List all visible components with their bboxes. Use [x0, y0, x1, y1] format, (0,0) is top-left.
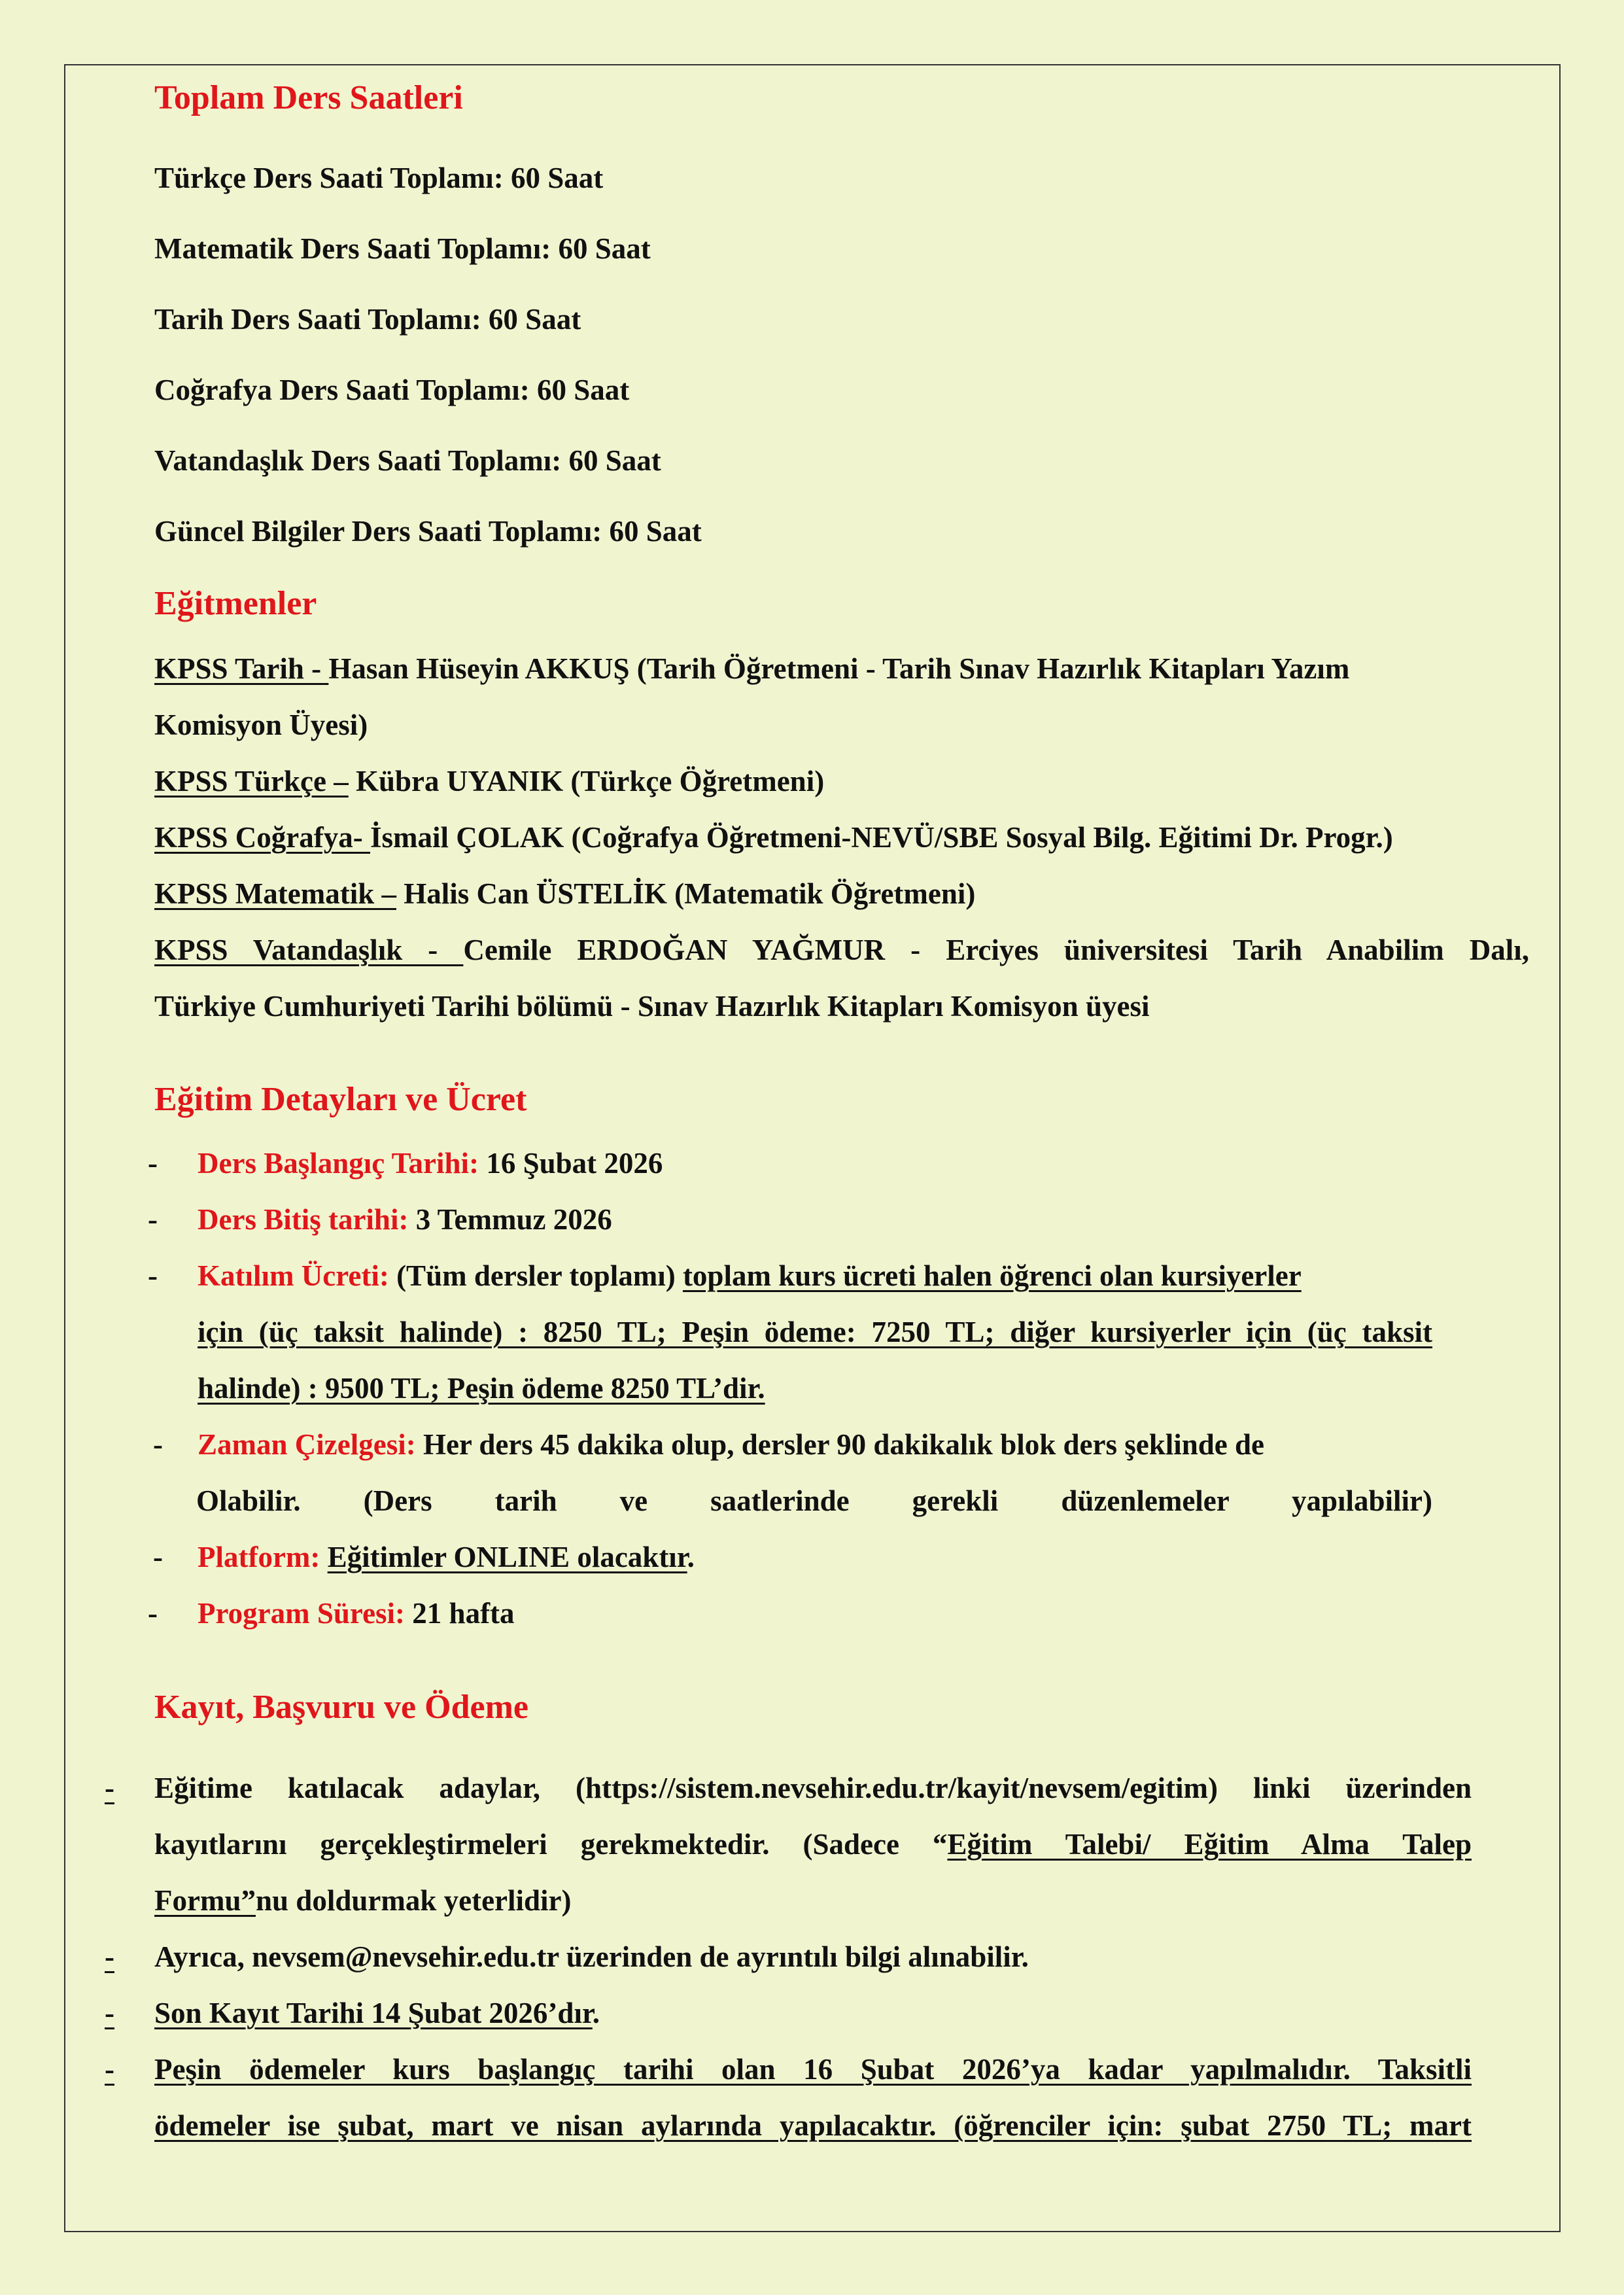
detail-value: Her ders 45 dakika olup, dersler 90 dakikalık blok ders şeklinde de [415, 1428, 1265, 1461]
hours-item-vatandaslik: Vatandaşlık Ders Saati Toplamı: 60 Saat [154, 444, 661, 477]
details-heading: Eğitim Detayları ve Ücret [154, 1081, 527, 1118]
hours-item-guncel: Güncel Bilgiler Ders Saati Toplamı: 60 Saat [154, 515, 702, 548]
detail-label: Program Süresi: [198, 1597, 406, 1630]
hours-heading: Toplam Ders Saatleri [154, 79, 463, 116]
detail-label: Ders Başlangıç Tarihi: [198, 1147, 479, 1180]
bullet-dash: - [148, 1203, 158, 1236]
bullet-dash: - [105, 1772, 114, 1804]
detail-value: (Tüm dersler toplamı) [389, 1259, 683, 1292]
course-name: KPSS Coğrafya- [154, 821, 370, 854]
instructor-tarih-cont: Komisyon Üyesi) [154, 709, 368, 741]
course-name: KPSS Türkçe – [154, 765, 349, 797]
instructors-heading: Eğitmenler [154, 585, 317, 622]
registration-deadline: Son Kayıt Tarihi 14 Şubat 2026’dır. [154, 1997, 600, 2029]
registration-link-text: Eğitime katılacak adaylar, (https://sistem.nevsehir.edu.tr/kayit/nevsem/egitim) linki üzerinden [154, 1772, 1472, 1804]
registration-heading: Kayıt, Başvuru ve Ödeme [154, 1689, 528, 1726]
instructor-info: Cemile ERDOĞAN YAĞMUR - Erciyes üniversitesi Tarih Anabilim Dalı, [463, 934, 1530, 966]
detail-fee [198, 1259, 1302, 1293]
instructor-tarih [154, 652, 1349, 686]
detail-fee-cont-1: için (üç taksit halinde) : 8250 TL; Peşin ödeme: 7250 TL; diğer kursiyerler için (üç taksit [198, 1316, 1432, 1348]
bullet-dash: - [105, 1997, 114, 2029]
bullet-dash: - [153, 1541, 163, 1573]
detail-value: 21 hafta [405, 1597, 515, 1630]
detail-value-underlined: Eğitimler ONLINE olacaktır [327, 1541, 687, 1573]
detail-schedule [198, 1428, 1264, 1462]
detail-label: Platform: [198, 1541, 320, 1573]
registration-email-text: Ayrıca, nevsem@nevsehir.edu.tr üzerinden de ayrıntılı bilgi alınabilir. [154, 1940, 1029, 1973]
hours-item-cografya: Coğrafya Ders Saati Toplamı: 60 Saat [154, 374, 630, 406]
detail-value-underlined: toplam kurs ücreti halen öğrenci olan kursiyerler [682, 1259, 1302, 1292]
detail-start-date [198, 1146, 663, 1180]
registration-payment-text: Peşin ödemeler kurs başlangıç tarihi olan 16 Şubat 2026’ya kadar yapılmalıdır. Taksitli [154, 2053, 1472, 2086]
registration-form-text-cont: Formu”nu doldurmak yeterlidir) [154, 1884, 572, 1917]
bullet-dash: - [153, 1428, 163, 1461]
bullet-dash: - [105, 2053, 114, 2086]
instructor-info: Kübra UYANIK (Türkçe Öğretmeni) [348, 765, 825, 797]
course-name: KPSS Tarih - [154, 652, 329, 685]
detail-label: Ders Bitiş tarihi: [198, 1203, 409, 1236]
detail-label: Katılım Ücreti: [198, 1259, 389, 1292]
hours-item-tarih: Tarih Ders Saati Toplamı: 60 Saat [154, 303, 581, 336]
registration-payment-text-cont: ödemeler ise şubat, mart ve nisan aylarında yapılacaktır. (öğrenciler için: şubat 2750 TL; mart [154, 2109, 1472, 2142]
instructor-info: Halis Can ÜSTELİK (Matematik Öğretmeni) [396, 877, 976, 910]
instructor-matematik [154, 877, 975, 911]
detail-label: Zaman Çizelgesi: [198, 1428, 416, 1461]
detail-schedule-cont: Olabilir. (Ders tarih ve saatlerinde gerekli düzenlemeler yapılabilir) [196, 1484, 1432, 1517]
instructor-vatandaslik [154, 933, 1529, 967]
registration-form-text: kayıtlarını gerçekleştirmeleri gerekmektedir. (Sadece “Eğitim Talebi/ Eğitim Alma Talep [154, 1828, 1472, 1861]
bullet-dash: - [148, 1147, 158, 1180]
hours-item-turkce: Türkçe Ders Saati Toplamı: 60 Saat [154, 162, 604, 194]
hours-item-matematik: Matematik Ders Saati Toplamı: 60 Saat [154, 232, 651, 265]
course-name: KPSS Matematik – [154, 877, 396, 910]
detail-platform: Platform: Eğitimler ONLINE olacaktır. [198, 1541, 695, 1573]
instructor-vatandaslik-cont: Türkiye Cumhuriyeti Tarihi bölümü - Sınav Hazırlık Kitapları Komisyon üyesi [154, 990, 1150, 1023]
detail-end-date [198, 1202, 612, 1236]
detail-value: 3 Temmuz 2026 [408, 1203, 612, 1236]
detail-fee-cont-2: halinde) : 9500 TL; Peşin ödeme 8250 TL’dir. [198, 1372, 765, 1405]
instructor-cografya [154, 820, 1393, 854]
detail-duration [198, 1596, 515, 1630]
bullet-dash: - [148, 1259, 158, 1292]
detail-value: 16 Şubat 2026 [479, 1147, 663, 1180]
course-name: KPSS Vatandaşlık - [154, 934, 464, 966]
instructor-info: İsmail ÇOLAK (Coğrafya Öğretmeni-NEVÜ/SBE Sosyal Bilg. Eğitimi Dr. Progr.) [370, 821, 1393, 854]
bullet-dash: - [105, 1940, 114, 1973]
instructor-info: Hasan Hüseyin AKKUŞ (Tarih Öğretmeni - Tarih Sınav Hazırlık Kitapları Yazım [328, 652, 1350, 685]
instructor-turkce [154, 764, 824, 798]
bullet-dash: - [148, 1597, 158, 1630]
